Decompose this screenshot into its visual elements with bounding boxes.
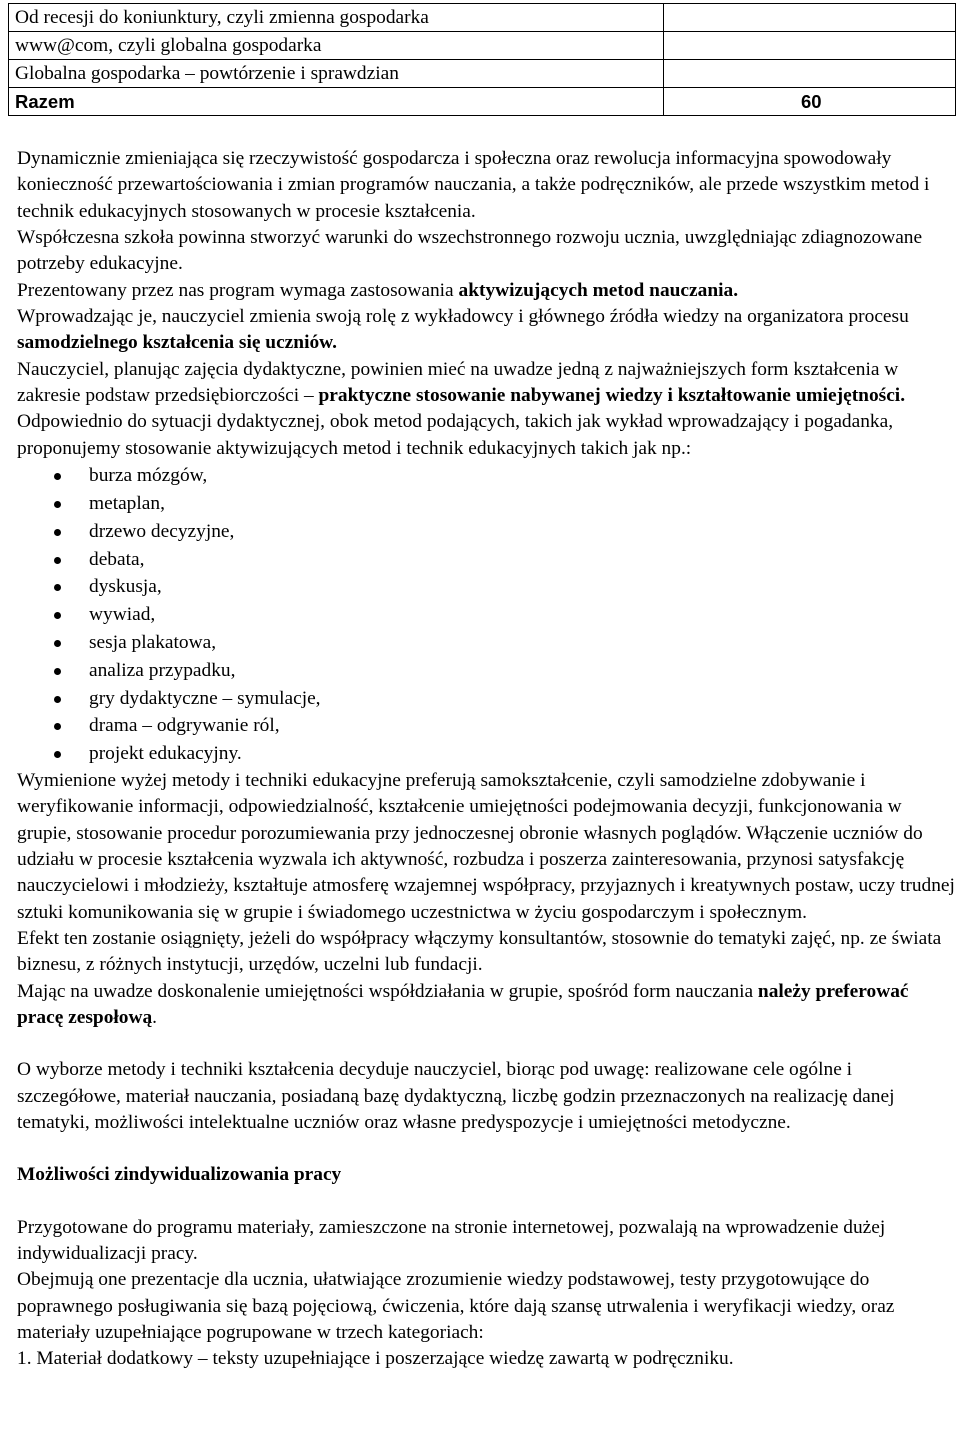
document-body: [17, 146, 955, 1373]
bold-span: samodzielnego kształcenia się uczniów.: [17, 332, 337, 354]
section-heading: Możliwości zindywidualizowania pracy: [17, 1164, 342, 1186]
hours-cell: [664, 60, 956, 88]
paragraph-methods-intro: Odpowiednio do sytuacji dydaktycznej, obok metod podających, takich jak wykład wprowadzający i pogadanka, proponujemy stosowanie aktywizujących metod i technik edukacyjnych takich jak np.:: [17, 411, 894, 459]
bullet-icon: [54, 501, 61, 508]
table-row: [9, 32, 956, 60]
list-item: [17, 518, 955, 546]
list-item: [17, 685, 955, 713]
list-item-label: dyskusja,: [89, 576, 162, 598]
list-item: [17, 712, 955, 740]
bullet-icon: [54, 668, 61, 675]
bold-span: aktywizujących metod nauczania.: [458, 279, 739, 301]
list-item-label: burza mózgów,: [89, 465, 208, 487]
paragraph-teamwork: [17, 979, 955, 1032]
list-item: [17, 657, 955, 685]
paragraph-intro: Dynamicznie zmieniająca się rzeczywistość gospodarcza i społeczna oraz rewolucja informacyjna spowodowały konieczność przewartościowania i zmian programów nauczania, a także podręczników, ale przede wszystkim metod i technik edukacyjnych stosowanych w procesie kształcenia.: [17, 148, 930, 222]
list-item: [17, 546, 955, 574]
list-item-label: debata,: [89, 548, 145, 570]
bold-span: praktyczne stosowanie nabywanej wiedzy i kształtowanie umiejętności.: [318, 385, 906, 407]
list-item: [17, 740, 955, 768]
bullet-icon: [54, 529, 61, 536]
list-item-label: sesja plakatowa,: [89, 631, 217, 653]
bullet-icon: [54, 584, 61, 591]
topic-cell: Globalna gospodarka – powtórzenie i sprawdzian: [9, 60, 664, 88]
table-row: [9, 60, 956, 88]
list-item-label: wywiad,: [89, 604, 156, 626]
paragraph-teacher-role: [17, 304, 955, 357]
paragraph-materials: Przygotowane do programu materiały, zamieszczone na stronie internetowej, pozwalają na wprowadzenie dużej indywidualizacji pracy.: [17, 1216, 886, 1265]
list-item-label: analiza przypadku,: [89, 659, 236, 681]
paragraph-planning: [17, 357, 955, 410]
bullet-icon: [54, 640, 61, 647]
bullet-icon: [54, 612, 61, 619]
hours-cell: [664, 32, 956, 60]
bullet-icon: [54, 473, 61, 480]
paragraph-program: [17, 278, 955, 304]
list-item: [17, 462, 955, 490]
paragraph-consultants: Efekt ten zostanie osiągnięty, jeżeli do współpracy włączymy konsultantów, stosownie do tematyki zajęć, np. ze świata biznesu, z różnych instytucji, urzędów, uczelni lub fundacji.: [17, 927, 942, 976]
list-item: [17, 629, 955, 657]
methods-list: [17, 462, 955, 768]
list-item: [17, 601, 955, 629]
total-value: 60: [664, 88, 956, 116]
text-span: Nauczyciel, planując zajęcia dydaktyczne, powinien mieć na uwadze jedną z najważniejszych form kształcenia w zakresie podstaw przedsiębiorczości –: [17, 358, 899, 407]
table-row: [9, 4, 956, 32]
list-item-label: drama – odgrywanie ról,: [89, 715, 280, 737]
list-item: [17, 490, 955, 518]
paragraph-school: Współczesna szkoła powinna stworzyć warunki do wszechstronnego rozwoju ucznia, uwzględniając zdiagnozowane potrzeby edukacyjne.: [17, 227, 923, 275]
bold-span: należy preferować pracę zespołową: [17, 980, 909, 1028]
hours-cell: [664, 4, 956, 32]
list-item-label: drzewo decyzyjne,: [89, 520, 235, 542]
paragraph-category-1: 1. Materiał dodatkowy – teksty uzupełniające i poszerzające wiedzę zawartą w podręczniku.: [17, 1348, 734, 1370]
paragraph-materials-detail: Obejmują one prezentacje dla ucznia, ułatwiające zrozumienie wiedzy podstawowej, testy przygotowujące do poprawnego posługiwania się bazą pojęciową, ćwiczenia, które dają szansę utrwalenia i weryfikacji wiedzy, oraz materiały uzupełniające pogrupowane w trzech kategoriach:: [17, 1269, 895, 1344]
bullet-icon: [54, 751, 61, 758]
bullet-icon: [54, 557, 61, 564]
paragraph-method-choice: O wyborze metody i techniki kształcenia decyduje nauczyciel, biorąc pod uwagę: realizowane cele ogólne i szczegółowe, materiał nauczania, posiadaną bazę dydaktyczną, liczbę godzin przeznaczonych na realizację danej tematyki, możliwości intelektualne uczniów oraz własne predyspozycje i umiejętności metodyczne.: [17, 1059, 895, 1134]
text-span: Wprowadzając je, nauczyciel zmienia swoją rolę z wykładowcy i głównego źródła wiedzy na organizatora procesu: [17, 306, 909, 328]
topic-cell: www@com, czyli globalna gospodarka: [9, 32, 664, 60]
list-item-label: projekt edukacyjny.: [89, 743, 242, 765]
bullet-icon: [54, 723, 61, 730]
text-span: .: [152, 1006, 158, 1028]
topic-cell: Od recesji do koniunktury, czyli zmienna gospodarka: [9, 4, 664, 32]
list-item: [17, 573, 955, 601]
hours-table: [8, 3, 956, 116]
list-item-label: gry dydaktyczne – symulacje,: [89, 687, 321, 709]
total-row: [9, 88, 956, 116]
text-span: Prezentowany przez nas program wymaga zastosowania: [17, 279, 459, 301]
bullet-icon: [54, 696, 61, 703]
list-item-label: metaplan,: [89, 492, 165, 514]
paragraph-methods-benefits: Wymienione wyżej metody i techniki edukacyjne preferują samokształcenie, czyli samodzielne zdobywanie i weryfikowanie informacji, odpowiedzialność, kształcenie umiejętności podejmowania decyzji, funkcjonowania w grupie, stosowanie procedur porozumiewania przy jednoczesnej obronie własnych poglądów. Włączenie uczniów do udziału w procesie kształcenia wyzwala ich aktywność, rozbudza i poszerza zainteresowania, przynosi satysfakcję nauczycielowi i młodzieży, kształtuje atmosferę wzajemnej współpracy, przyjaznych i kreatywnych postaw, uczy trudnej sztuki komunikowania się w grupie i świadomego uczestnictwa w życiu gospodarczym i społecznym.: [17, 769, 955, 923]
text-span: Mając na uwadze doskonalenie umiejętności współdziałania w grupie, spośród form nauczania: [17, 980, 758, 1002]
total-label: Razem: [9, 88, 664, 116]
